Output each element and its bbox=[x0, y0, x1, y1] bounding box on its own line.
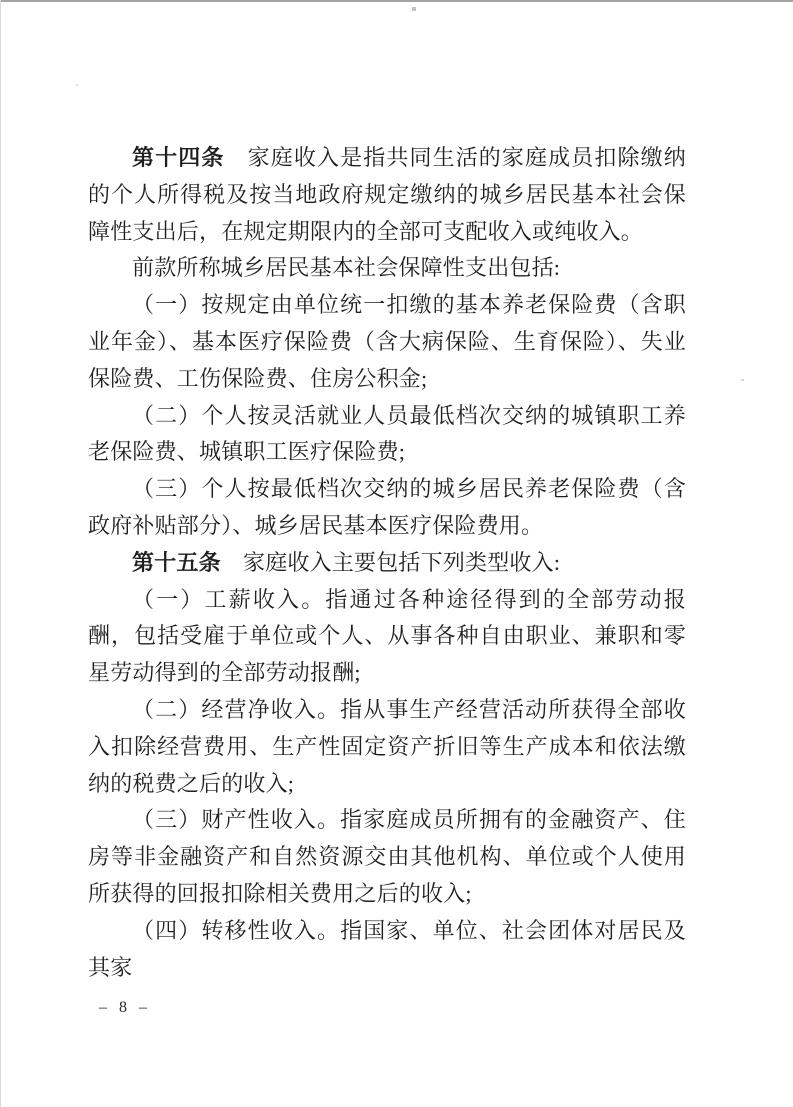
scan-edge-left bbox=[0, 0, 1, 1107]
scan-edge-top bbox=[0, 0, 793, 2]
paragraph bbox=[88, 913, 686, 987]
paragraph-text: （二）个人按灵活就业人员最低档次交纳的城镇职工养老保险费、城镇职工医疗保险费; bbox=[88, 402, 686, 465]
paragraph bbox=[88, 802, 686, 912]
paragraph bbox=[88, 545, 686, 582]
scan-speck bbox=[741, 379, 744, 381]
document-body bbox=[88, 140, 686, 986]
paragraph bbox=[88, 140, 686, 250]
article-term: 第十五条 bbox=[132, 549, 221, 575]
paragraph bbox=[88, 692, 686, 802]
scan-speck bbox=[76, 84, 78, 86]
paragraph bbox=[88, 287, 686, 397]
article-term: 第十四条 bbox=[132, 145, 225, 170]
paragraph-text: 家庭收入主要包括下列类型收入: bbox=[220, 549, 561, 575]
paragraph bbox=[88, 471, 686, 545]
paragraph bbox=[88, 582, 686, 692]
paragraph-text: （四）转移性收入。指国家、单位、社会团体对居民及其家 bbox=[88, 917, 686, 980]
page-number: – 8 – bbox=[99, 999, 148, 1016]
paragraph-text: （一）按规定由单位统一扣缴的基本养老保险费（含职业年金）、基本医疗保险费（含大病保险、生育保险）、失业保险费、工伤保险费、住房公积金; bbox=[88, 292, 686, 391]
paragraph-text: （二）经营净收入。指从事生产经营活动所获得全部收入扣除经营费用、生产性固定资产折旧等生产成本和依法缴纳的税费之后的收入; bbox=[88, 696, 686, 796]
paragraph-text: 家庭收入是指共同生活的家庭成员扣除缴纳的个人所得税及按当地政府规定缴纳的城乡居民基本社会保障性支出后，在规定期限内的全部可支配收入或纯收入。 bbox=[88, 145, 686, 244]
paragraph-text: （一）工薪收入。指通过各种途径得到的全部劳动报酬，包括受雇于单位或个人、从事各种自由职业、兼职和零星劳动得到的全部劳动报酬; bbox=[88, 586, 686, 686]
scan-speck bbox=[412, 7, 416, 11]
paragraph-text: 前款所称城乡居民基本社会保障性支出包括: bbox=[132, 255, 561, 281]
paragraph bbox=[88, 398, 686, 472]
paragraph-text: （三）财产性收入。指家庭成员所拥有的金融资产、住房等非金融资产和自然资源交由其他机构、单位或个人使用所获得的回报扣除相关费用之后的收入; bbox=[88, 807, 686, 906]
paragraph-text: （三）个人按最低档次交纳的城乡居民养老保险费（含政府补贴部分）、城乡居民基本医疗保险费用。 bbox=[88, 476, 686, 538]
paragraph bbox=[88, 250, 686, 287]
